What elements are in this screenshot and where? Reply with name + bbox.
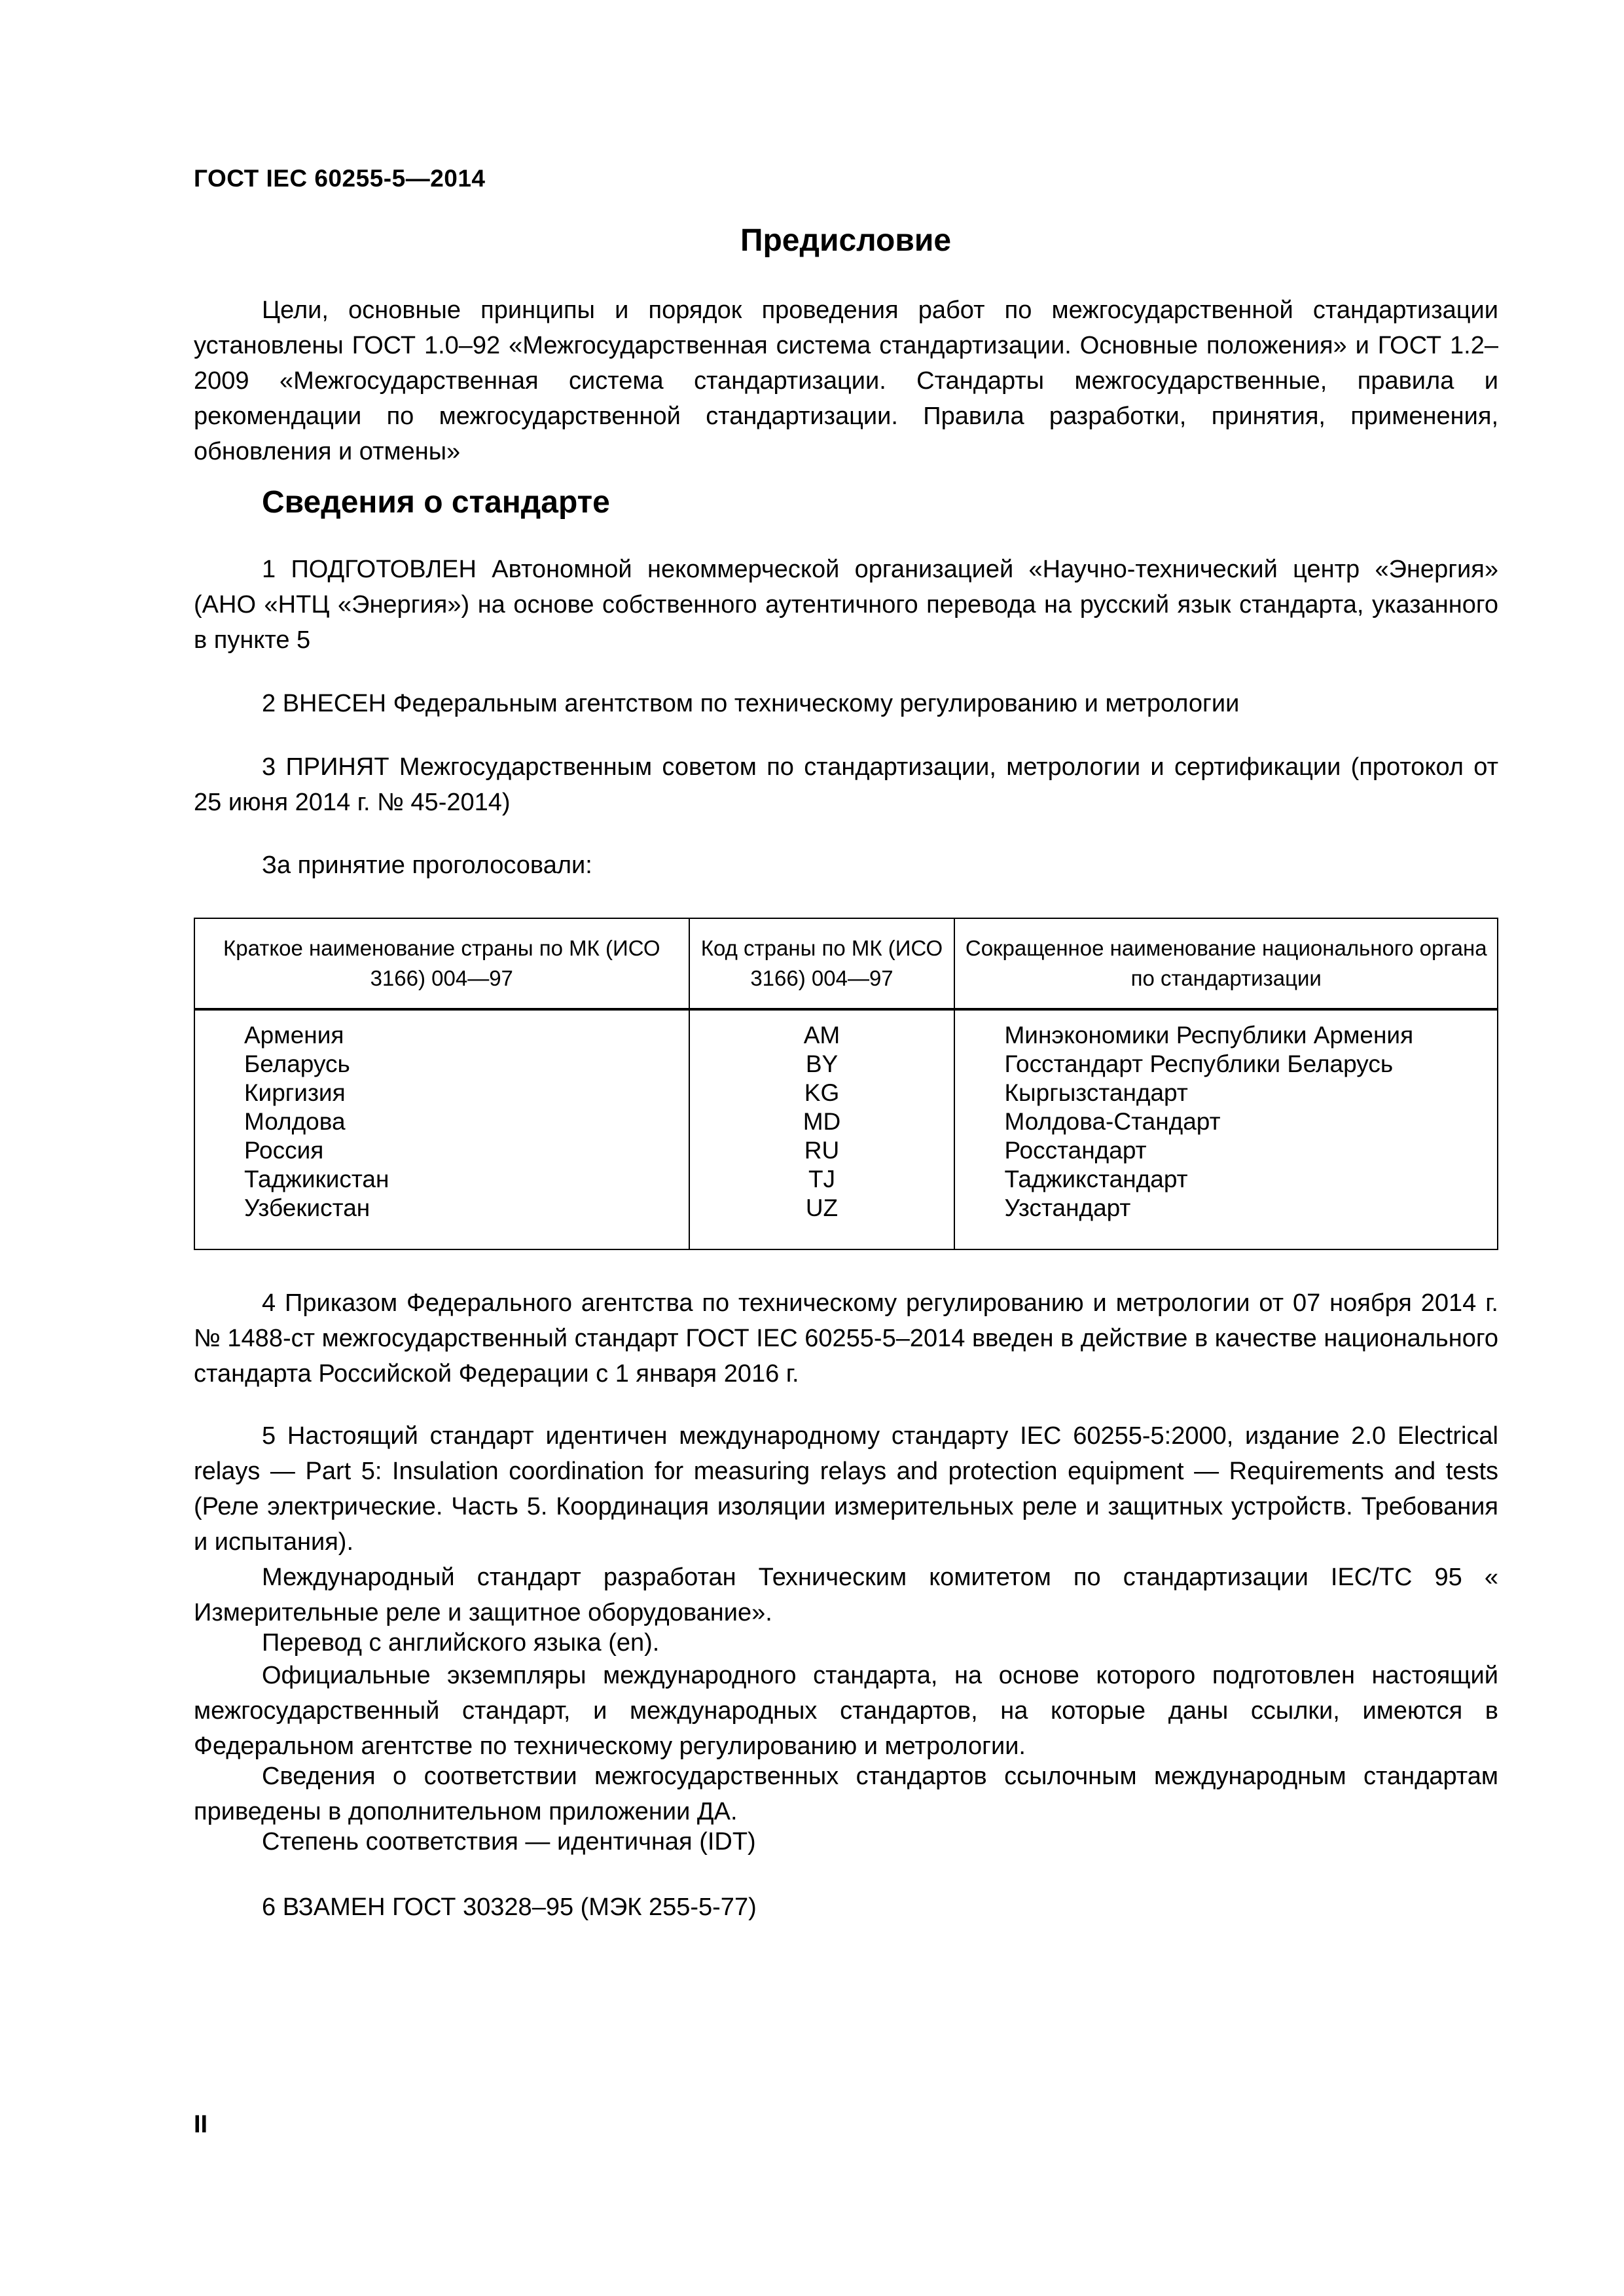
list-item: BY — [805, 1050, 839, 1077]
foreword-title: Предисловие — [740, 223, 952, 258]
list-item: UZ — [805, 1194, 839, 1221]
page-number: II — [194, 2111, 208, 2138]
header-country-name: Краткое наименование страны по МК (ИСО 3166) 004—97 — [194, 918, 689, 1009]
list-item: RU — [804, 1137, 840, 1164]
country-codes-cell — [689, 1009, 955, 1249]
standards-bodies-cell — [954, 1009, 1498, 1249]
country-codes-list — [691, 1021, 954, 1223]
list-item: Таджикистан — [244, 1166, 389, 1193]
voted-label: За принятие проголосовали: — [262, 852, 592, 879]
list-item: Беларусь — [244, 1050, 350, 1077]
list-item: TJ — [808, 1166, 836, 1193]
item-4-order: 4 Приказом Федерального агентства по техническому регулированию и метрологии от 07 ноября 2014 г. № 1488-ст межгосударственный стандарт ГОСТ IEC 60255-5–2014 введен в действие в качестве национального стандарта Российской Федерации с 1 января 2016 г. — [194, 1289, 1498, 1388]
country-names-cell — [194, 1009, 689, 1249]
table-row — [194, 1009, 1498, 1249]
list-item: Росстандарт — [1004, 1137, 1147, 1164]
list-item: KG — [804, 1079, 840, 1106]
item-1-prepared: 1 ПОДГОТОВЛЕН Автономной некоммерческой организацией «Научно-технический центр «Энергия» (АНО «НТЦ «Энергия») на основе собственного аутентичного перевода на русский язык стандарта, указанного в пункте 5 — [194, 556, 1498, 654]
header-standards-body: Сокращенное наименование национального органа по стандартизации — [954, 918, 1498, 1009]
list-item: Госстандарт Республики Беларусь — [1004, 1050, 1394, 1077]
list-item: Минэкономики Республики Армения — [1004, 1022, 1414, 1049]
table-header-row — [194, 918, 1498, 1009]
standards-bodies-list — [956, 1021, 1496, 1223]
header-country-code: Код страны по МК (ИСО 3166) 004—97 — [689, 918, 955, 1009]
list-item: Кыргызстандарт — [1004, 1079, 1188, 1106]
list-item: AM — [803, 1022, 840, 1049]
list-item: Узбекистан — [244, 1194, 370, 1221]
list-item: Таджикстандарт — [1004, 1166, 1188, 1193]
item-2-submitted: 2 ВНЕСЕН Федеральным агентством по техническому регулированию и метрологии — [262, 690, 1240, 717]
list-item: Киргизия — [244, 1079, 346, 1106]
list-item: Молдова — [244, 1108, 346, 1135]
item-5-official-copies: Официальные экземпляры международного стандарта, на основе которого подготовлен настоящий межгосударственный стандарт, и международных стандартов, на которые даны ссылки, имеются в Федеральном агентстве по техническому регулированию и метрологии. — [194, 1662, 1498, 1760]
foreword-intro-paragraph: Цели, основные принципы и порядок проведения работ по межгосударственной стандартизации установлены ГОСТ 1.0–92 «Межгосударственная система стандартизации. Основные положения» и ГОСТ 1.2–2009 «Межгосударственная система стандартизации. Стандарты межгосударственные, правила и рекомендации по межгосударственной стандартизации. Правила разработки, принятия, применения, обновления и отмены» — [194, 296, 1498, 465]
list-item: Узстандарт — [1004, 1194, 1131, 1221]
item-5-degree: Степень соответствия — идентичная (IDT) — [262, 1828, 756, 1856]
item-6-replaces: 6 ВЗАМЕН ГОСТ 30328–95 (МЭК 255-5-77) — [262, 1893, 757, 1921]
list-item: Молдова-Стандарт — [1004, 1108, 1221, 1135]
country-names-list — [196, 1021, 688, 1223]
item-5-correspondence: Сведения о соответствии межгосударственных стандартов ссылочным международным стандартам приведены в дополнительном приложении ДА. — [194, 1763, 1498, 1825]
item-5-identical: 5 Настоящий стандарт идентичен международному стандарту IEC 60255-5:2000, издание 2.0 Electrical relays — Part 5: Insulation coordination for measuring relays and protection equipment — Requirements and tests (Реле электрические. Часть 5. Координация изоляции измерительных реле и защитных устройств. Требования и испытания). — [194, 1422, 1498, 1556]
item-5-committee: Международный стандарт разработан Техническим комитетом по стандартизации IEC/TC 95 « Измерительные реле и защитное оборудование». — [194, 1564, 1498, 1626]
list-item: MD — [803, 1108, 841, 1135]
item-5-translation: Перевод с английского языка (en). — [262, 1629, 660, 1657]
list-item: Россия — [244, 1137, 324, 1164]
document-code-header: ГОСТ IEC 60255-5—2014 — [194, 165, 486, 192]
item-3-adopted: 3 ПРИНЯТ Межгосударственным советом по стандартизации, метрологии и сертификации (протокол от 25 июня 2014 г. № 45-2014) — [194, 753, 1498, 816]
list-item: Армения — [244, 1022, 344, 1049]
standard-info-title: Сведения о стандарте — [262, 485, 610, 520]
voting-countries-table — [194, 918, 1498, 1250]
